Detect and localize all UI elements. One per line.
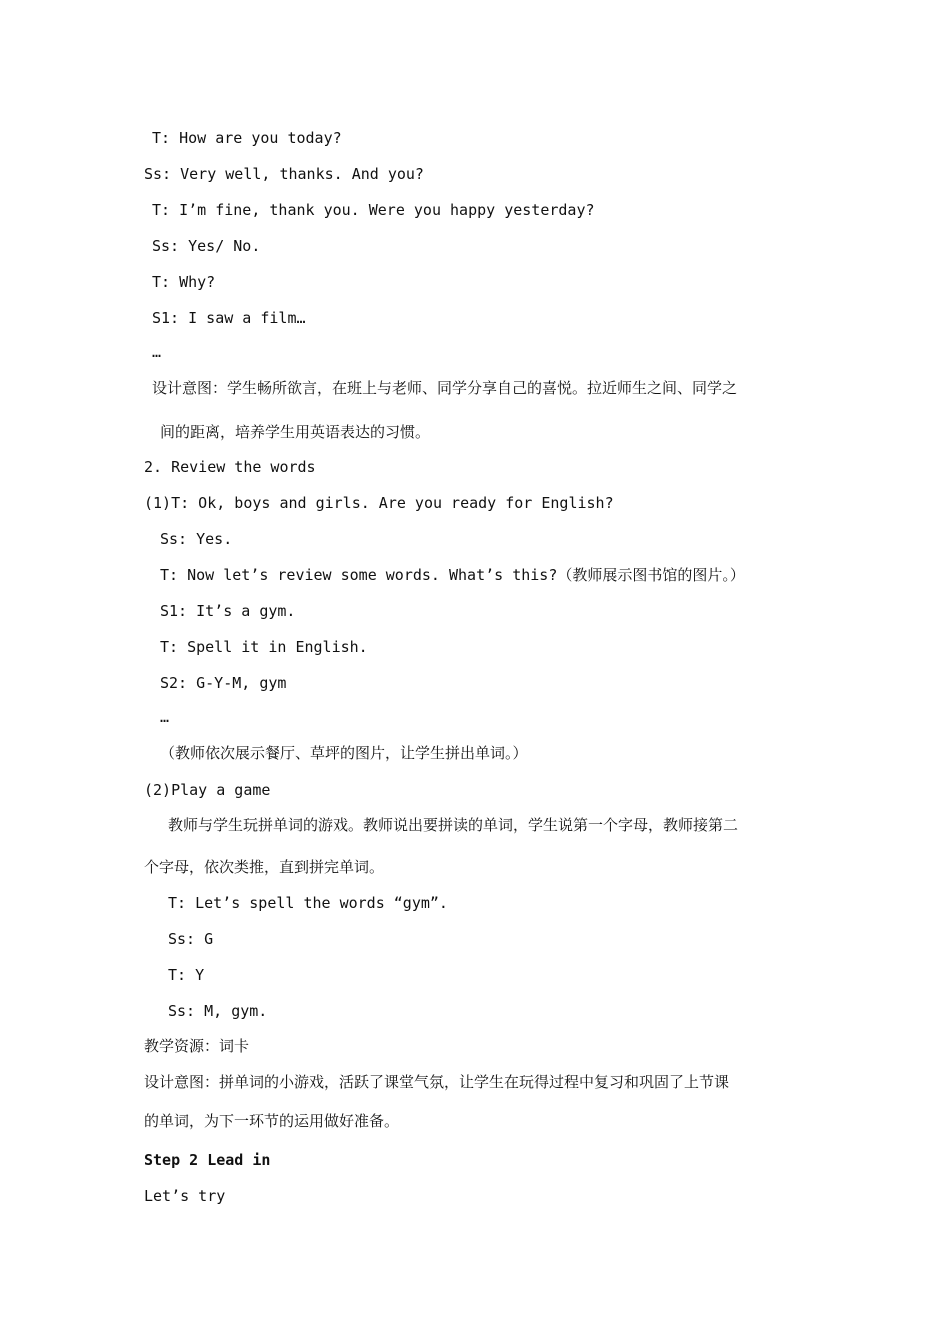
dialogue-line: Ss: Very well, thanks. And you?	[144, 165, 424, 183]
section-heading: 2. Review the words	[144, 458, 316, 476]
step-heading: Step 2 Lead in	[144, 1151, 271, 1169]
dialogue-line: T: Why?	[152, 273, 216, 291]
dialogue-line: T: Y	[168, 966, 205, 984]
ellipsis-line: …	[152, 343, 162, 361]
dialogue-line: (1)T: Ok, boys and girls. Are you ready for English?	[144, 494, 614, 512]
dialogue-line: S1: I saw a film…	[152, 309, 306, 327]
design-intent-paragraph-cont: 间的距离，培养学生用英语表达的习惯。	[160, 423, 431, 441]
dialogue-line: T: Spell it in English.	[160, 638, 368, 656]
dialogue-line: S1: It’s a gym.	[160, 602, 296, 620]
teaching-resources: 教学资源：词卡	[144, 1037, 250, 1055]
game-description: 教师与学生玩拼单词的游戏。教师说出要拼读的单词，学生说第一个字母，教师接第二	[168, 816, 739, 834]
dialogue-line: T: How are you today?	[152, 129, 342, 147]
design-intent-paragraph-cont: 的单词，为下一环节的运用做好准备。	[144, 1112, 400, 1130]
teacher-note: （教师依次展示餐厅、草坪的图片，让学生拼出单词。）	[160, 744, 528, 762]
dialogue-line: T: Let’s spell the words “gym”.	[168, 894, 448, 912]
dialogue-line: Ss: G	[168, 930, 214, 948]
dialogue-line: T: I’m fine, thank you. Were you happy yesterday?	[152, 201, 595, 219]
game-description-cont: 个字母，依次类推，直到拼完单词。	[144, 858, 385, 876]
dialogue-line: Ss: Yes/ No.	[152, 237, 261, 255]
dialogue-line: Ss: M, gym.	[168, 1002, 268, 1020]
section-heading: (2)Play a game	[144, 781, 271, 799]
dialogue-line: T: Now let’s review some words. What’s this?（教师展示图书馆的图片。）	[160, 566, 745, 584]
design-intent-paragraph: 设计意图：学生畅所欲言，在班上与老师、同学分享自己的喜悦。拉近师生之间、同学之	[152, 379, 738, 397]
design-intent-paragraph: 设计意图：拼单词的小游戏，活跃了课堂气氛，让学生在玩得过程中复习和巩固了上节课	[144, 1073, 730, 1091]
ellipsis-line: …	[160, 708, 170, 726]
dialogue-line: Ss: Yes.	[160, 530, 233, 548]
dialogue-line: S2: G-Y-M, gym	[160, 674, 287, 692]
subsection-label: Let’s try	[144, 1187, 226, 1205]
